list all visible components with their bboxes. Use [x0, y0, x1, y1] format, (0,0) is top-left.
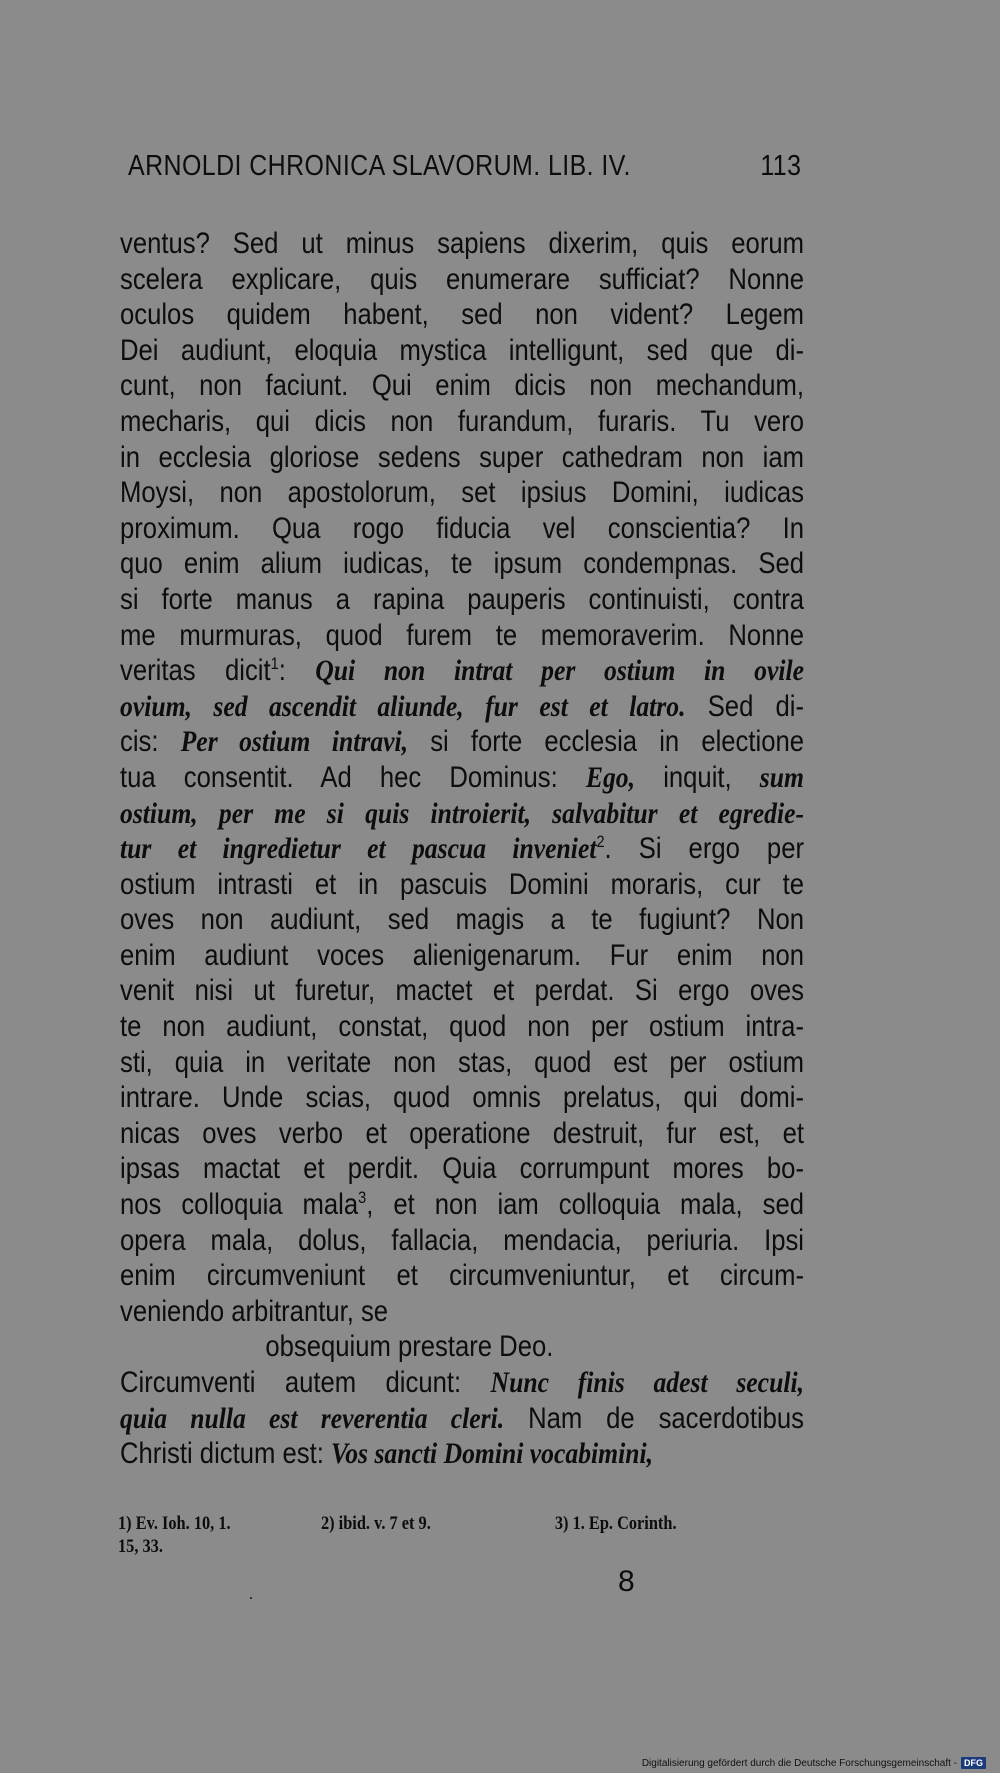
text-run: ipsas mactat et perdit. Quia corrumpunt mores bo- — [120, 1152, 804, 1186]
text-line — [120, 689, 804, 725]
text-line — [120, 938, 804, 974]
text-run: Circumventi autem dicunt: — [120, 1366, 491, 1399]
italic-quote: ostium, per me si quis introierit, salvabitur et egredie- — [120, 796, 804, 830]
text-run: mecharis, qui dicis non furandum, furaris. Tu vero — [120, 404, 804, 438]
text-run: Nam de sacerdotibus — [504, 1401, 805, 1435]
text-line — [120, 404, 804, 440]
text-run: tua consentit. Ad hec Dominus: — [120, 760, 586, 794]
italic-quote: Vos sancti Domini vocabimini, — [330, 1437, 654, 1471]
text-line — [120, 1258, 804, 1294]
text-run: veniendo arbitrantur, se — [120, 1294, 389, 1328]
text-line — [120, 1401, 804, 1437]
text-line — [120, 1116, 804, 1152]
text-line — [120, 368, 804, 404]
credit-text: Digitalisierung gefördert durch die Deutsche Forschungsgemeinschaft - — [641, 1757, 957, 1769]
text-line — [120, 440, 804, 476]
italic-quote: Ego, — [585, 760, 636, 794]
text-run: ventus? Sed ut minus sapiens dixerim, quis eorum — [120, 227, 804, 260]
text-run: , et non iam colloquia mala, sed — [366, 1188, 805, 1222]
text-line — [120, 760, 804, 796]
text-line — [120, 1080, 804, 1116]
digitization-credit — [642, 1757, 986, 1769]
text-run: me murmuras, quod furem te memoraverim. Nonne — [120, 618, 804, 652]
signature-mark: 8 — [618, 1565, 635, 1598]
text-line — [120, 867, 804, 903]
text-line — [120, 226, 804, 262]
text-run: nos colloquia mala — [120, 1188, 359, 1222]
text-run: in ecclesia gloriose sedens super cathedram non iam — [120, 440, 804, 474]
text-line — [120, 475, 804, 511]
text-run: inquit, — [635, 760, 760, 794]
text-run: cunt, non faciunt. Qui enim dicis non mechandum, — [120, 369, 804, 403]
italic-quote: Qui non intrat per ostium in ovile — [315, 654, 805, 688]
text-line — [120, 1365, 804, 1401]
text-run: si forte ecclesia in electione — [408, 725, 804, 759]
footnote-marker: 1 — [270, 654, 279, 674]
text-line — [120, 262, 804, 298]
text-line — [120, 796, 804, 832]
text-run: quo enim alium iudicas, te ipsum condempnas. Sed — [120, 547, 804, 581]
text-run: Sed di- — [685, 689, 804, 723]
italic-quote: quia nulla est reverentia cleri. — [120, 1401, 505, 1435]
text-run: veritas dicit — [120, 654, 271, 688]
text-run: Dei audiunt, eloquia mystica intelligunt, sed que di- — [120, 333, 804, 367]
text-run: scelera explicare, quis enumerare sufficiat? Nonne — [120, 262, 804, 296]
text-run: . Si ergo per — [604, 832, 804, 866]
italic-quote: Per ostium intravi, — [180, 725, 409, 759]
dfg-logo: DFG — [961, 1757, 986, 1769]
italic-quote: ovium, sed ascendit aliunde, fur est et latro. — [120, 689, 686, 723]
text-line — [120, 973, 804, 1009]
text-run: si forte manus a rapina pauperis continuisti, contra — [120, 582, 804, 616]
text-run: sti, quia in veritate non stas, quod est per ostium — [120, 1045, 804, 1079]
running-header — [128, 150, 801, 183]
footnotes — [118, 1512, 806, 1558]
text-run: opera mala, dolus, fallacia, mendacia, periuria. Ipsi — [120, 1223, 804, 1257]
text-run: ostium intrasti et in pascuis Domini moraris, cur te — [120, 867, 804, 901]
text-run: proximum. Qua rogo fiducia vel conscientia? In — [120, 511, 804, 545]
text-line — [120, 1009, 804, 1045]
text-run: obsequium prestare Deo. — [265, 1330, 554, 1364]
running-title: ARNOLDI CHRONICA SLAVORUM. LIB. IV. — [128, 150, 631, 182]
text-line — [120, 1151, 804, 1187]
text-line — [120, 546, 804, 582]
text-run: cis: — [120, 725, 181, 759]
footnote-marker: 3 — [358, 1188, 367, 1208]
text-run: oculos quidem habent, sed non vident? Legem — [120, 298, 804, 332]
italic-quote: sum — [759, 760, 805, 794]
footnote-2: 2) ibid. v. 7 et 9. — [320, 1513, 431, 1534]
text-run: nicas oves verbo et operatione destruit, fur est, et — [120, 1116, 804, 1150]
scan-speck — [250, 1597, 252, 1599]
italic-quote: tur et ingredietur et pascua inveniet — [120, 832, 597, 866]
text-line — [120, 582, 804, 618]
text-run: Moysi, non apostolorum, set ipsius Domini, iudicas — [120, 476, 804, 510]
text-run: Christi dictum est: — [120, 1437, 331, 1471]
body-text — [120, 226, 804, 1472]
text-run: enim circumveniunt et circumveniuntur, et circum- — [120, 1259, 804, 1293]
text-line — [120, 333, 804, 369]
text-line — [120, 653, 804, 689]
text-line — [120, 1223, 804, 1259]
italic-quote: Nunc finis adest seculi, — [490, 1366, 804, 1399]
text-line — [120, 1294, 804, 1330]
page-number: 113 — [760, 150, 802, 182]
footnote-1: 1) Ev. Ioh. 10, 1. — [118, 1513, 231, 1534]
text-line — [120, 511, 804, 547]
text-line — [120, 831, 804, 867]
text-line — [120, 1436, 804, 1472]
text-line — [120, 1045, 804, 1081]
text-line — [120, 1329, 804, 1365]
text-run: enim audiunt voces alienigenarum. Fur enim non — [120, 938, 804, 972]
footnote-3-continuation: 15, 33. — [118, 1536, 163, 1557]
footnote-3: 3) 1. Ep. Corinth. — [554, 1513, 677, 1534]
text-run: te non audiunt, constat, quod non per ostium intra- — [120, 1010, 804, 1044]
text-run: : — [278, 654, 316, 688]
text-line — [120, 618, 804, 654]
text-line — [120, 902, 804, 938]
text-run: venit nisi ut furetur, mactet et perdat. Si ergo oves — [120, 974, 804, 1008]
text-line — [120, 297, 804, 333]
text-run: intrare. Unde scias, quod omnis prelatus, qui domi- — [120, 1081, 804, 1115]
text-run: oves non audiunt, sed magis a te fugiunt? Non — [120, 903, 804, 937]
text-line — [120, 1187, 804, 1223]
footnote-marker: 2 — [596, 832, 605, 852]
text-line — [120, 724, 804, 760]
